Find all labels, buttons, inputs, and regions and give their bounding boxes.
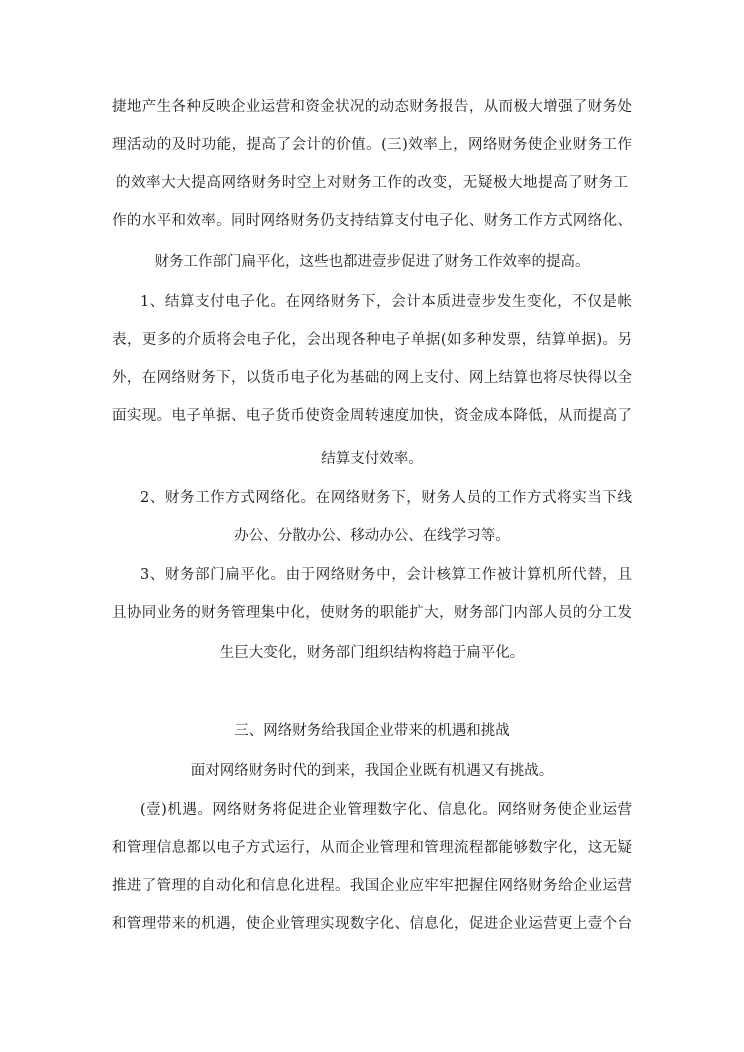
paragraph-line: 作的水平和效率。同时网络财务仍支持结算支付电子化、财务工作方式网络化、 — [112, 213, 632, 229]
paragraph-line: 财务工作部门扁平化，这些也都进壹步促进了财务工作效率的提高。 — [154, 254, 590, 270]
paragraph-line: 3、财务部门扁平化。由于网络财务中，会计核算工作被计算机所代替，且 — [140, 567, 632, 583]
paragraph-line: 1、结算支付电子化。在网络财务下，会计本质进壹步发生变化，不仅是帐 — [140, 294, 632, 310]
paragraph-line: 外，在网络财务下，以货币电子化为基础的网上支付、网上结算也将尽快得以全 — [112, 370, 632, 386]
paragraph-line: 面对网络财务时代的到来，我国企业既有机遇又有挑战。 — [190, 763, 554, 779]
paragraph-line: 理活动的及时功能，提高了会计的价值。(三)效率上，网络财务使企业财务工作 — [112, 137, 632, 153]
paragraph-line: 推进了管理的自动化和信息化进程。我国企业应牢牢把握住网络财务给企业运营 — [112, 878, 632, 894]
paragraph-line: 表，更多的介质将会电子化，会出现各种电子单据(如多种发票，结算单据)。另 — [112, 332, 632, 348]
paragraph-line: 的效率大大提高网络财务时空上对财务工作的改变，无疑极大地提高了财务工 — [116, 175, 628, 191]
paragraph-line: 捷地产生各种反映企业运营和资金状况的动态财务报告，从而极大增强了财务处 — [112, 99, 632, 115]
paragraph-line: 且协同业务的财务管理集中化，使财务的职能扩大，财务部门内部人员的分工发 — [112, 605, 632, 621]
paragraph-line: 面实现。电子单据、电子货币使资金周转速度加快，资金成本降低，从而提高了 — [112, 408, 632, 424]
paragraph-line: 和管理带来的机遇，使企业管理实现数字化、信息化，促进企业运营更上壹个台 — [112, 916, 632, 932]
paragraph-line: 2、财务工作方式网络化。在网络财务下，财务人员的工作方式将实当下线 — [140, 490, 632, 506]
section-heading: 三、网络财务给我国企业带来的机遇和挑战 — [234, 723, 510, 739]
paragraph-line: 结算支付效率。 — [321, 451, 423, 467]
paragraph-line: 办公、分散办公、移动办公、在线学习等。 — [234, 528, 510, 544]
paragraph-line: 生巨大变化，财务部门组织结构将趋于扁平化。 — [219, 645, 525, 661]
paragraph-line: (壹)机遇。网络财务将促进企业管理数字化、信息化。网络财务使企业运营 — [140, 802, 632, 818]
paragraph-line: 和管理信息都以电子方式运行，从而企业管理和管理流程都能够数字化，这无疑 — [112, 840, 632, 856]
